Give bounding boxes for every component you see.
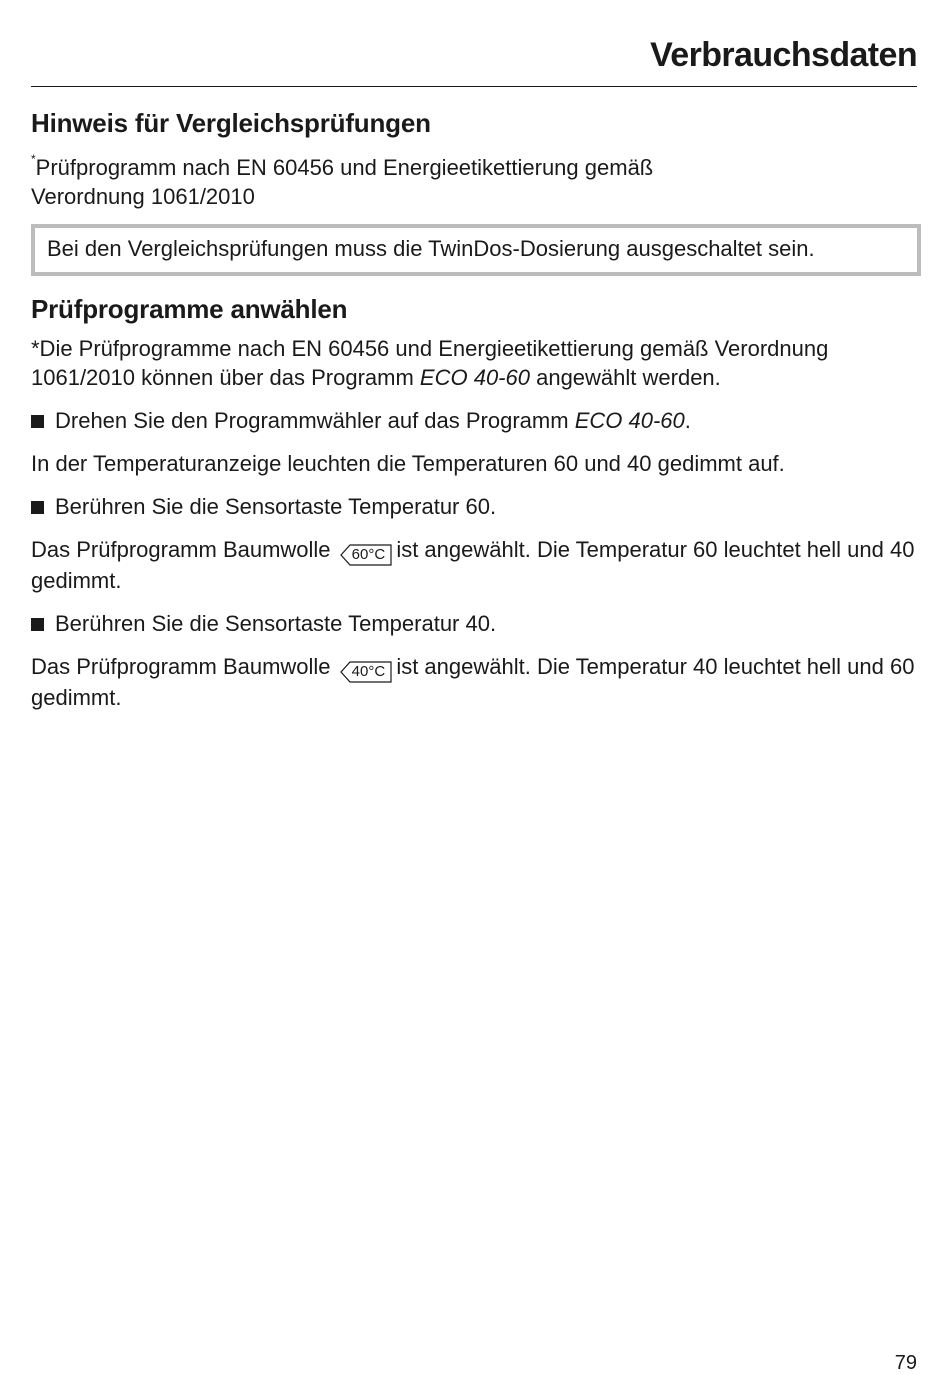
footnote	[31, 153, 921, 211]
result-3-text-end: ist angewählt. Die Temperatur 40 leuchtet hell und 60 gedimmt.	[31, 654, 915, 710]
footnote-line-2: Verordnung 1061/2010	[31, 184, 255, 209]
page-number: 79	[894, 1352, 917, 1374]
bullet-square-icon	[31, 618, 44, 631]
page-title: Verbrauchsdaten	[650, 36, 917, 74]
step-1-end: .	[684, 408, 691, 433]
note-box	[31, 224, 921, 276]
bullet-square-icon	[31, 501, 44, 514]
temperature-60-sensor-icon	[340, 544, 388, 566]
result-3-text: Das Prüfprogramm Baumwolle	[31, 654, 331, 679]
result-1: In der Temperaturanzeige leuchten die Temperaturen 60 und 40 gedimmt auf.	[31, 451, 785, 476]
intro-text: *Die Prüfprogramme nach EN 60456 und Energieetikettierung gemäß Verordnung 1061/2010 können über das Programm	[31, 336, 829, 390]
result-2-text: Das Prüfprogramm Baumwolle	[31, 537, 331, 562]
step-2	[31, 492, 921, 521]
step-3	[31, 609, 921, 638]
step-1	[31, 406, 921, 435]
step-1-text: Drehen Sie den Programmwähler auf das Programm	[55, 408, 575, 433]
section-heading-pruefprogramme: Prüfprogramme anwählen	[31, 294, 348, 324]
step-3-text: Berühren Sie die Sensortaste Temperatur 40.	[55, 611, 497, 636]
program-name: ECO 40-60	[574, 408, 685, 433]
temperature-40-label: 40°C	[351, 663, 386, 680]
content	[31, 106, 921, 712]
result-2	[31, 535, 921, 595]
result-3	[31, 652, 921, 712]
bullet-square-icon	[31, 415, 44, 428]
temperature-60-label: 60°C	[351, 546, 386, 563]
program-name: ECO 40-60	[419, 365, 530, 390]
step-2-text: Berühren Sie die Sensortaste Temperatur 60.	[55, 494, 497, 519]
temperature-40-sensor-icon	[340, 661, 388, 683]
intro-paragraph	[31, 334, 921, 392]
result-2-text-end: ist angewählt. Die Temperatur 60 leuchtet hell und 40 gedimmt.	[31, 537, 915, 593]
footnote-mark: *	[31, 152, 36, 166]
footnote-line-1: Prüfprogramm nach EN 60456 und Energieetikettierung gemäß	[35, 155, 654, 180]
note-text: Bei den Vergleichsprüfungen muss die TwinDos-Dosierung ausgeschaltet sein.	[47, 236, 815, 261]
page-header	[31, 30, 917, 87]
section-heading-hinweis: Hinweis für Vergleichsprüfungen	[31, 108, 431, 138]
intro-text-end: angewählt werden.	[529, 365, 721, 390]
